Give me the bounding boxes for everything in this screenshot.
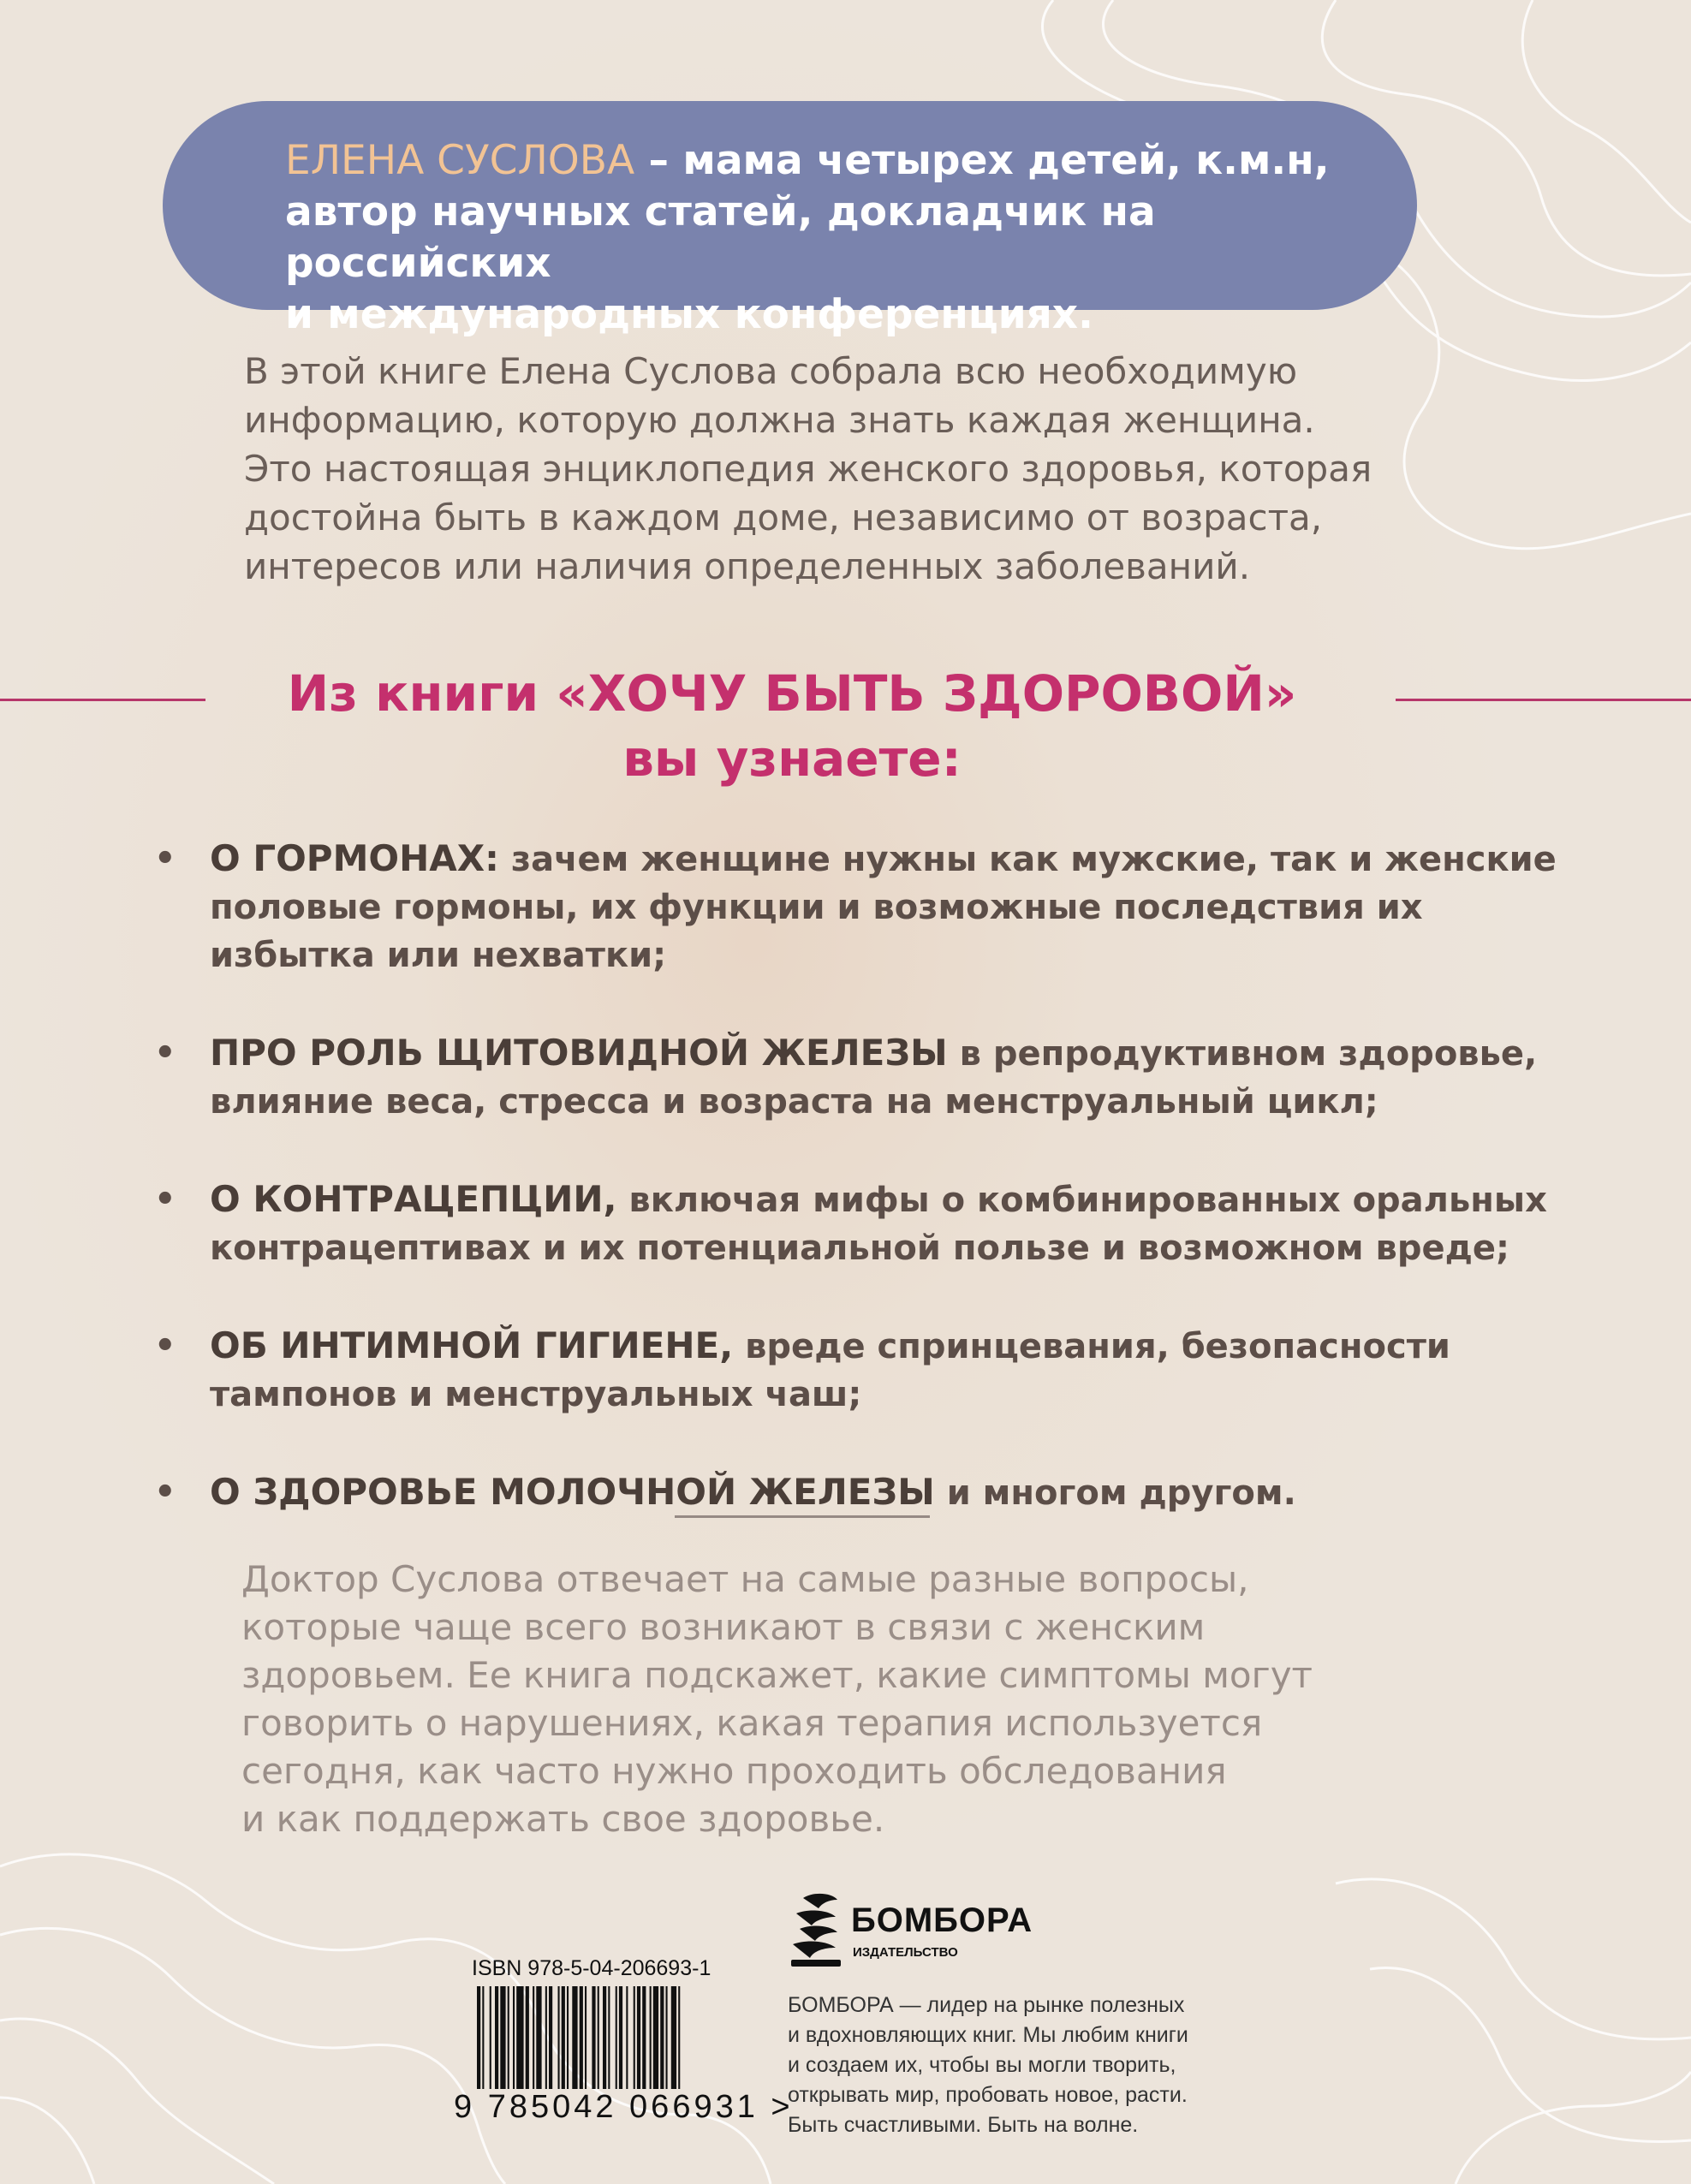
bullet-dot: • [154, 1180, 176, 1219]
bullet-dot: • [154, 1473, 176, 1512]
headline-rule-left [0, 699, 205, 701]
author-info-box [163, 101, 1417, 338]
isbn-label: ISBN 978-5-04-206693-1 [472, 1956, 712, 1980]
list-item: • ПРО РОЛЬ ЩИТОВИДНОЙ ЖЕЛЕЗЫ в репродуктивном здоровье, влияние веса, стресса и возраста на менструальный цикл; [154, 1029, 1558, 1126]
author-line-2: автор научных статей, докладчик на российских [285, 188, 1156, 287]
barcode-icon [473, 1986, 747, 2089]
outro-paragraph: Доктор Суслова отвечает на самые разные вопросы, которые чаще всего возникают в связи с женским здоровьем. Ее книга подскажет, какие симптомы могут говорить о нарушениях, какая терапия используется сегодня, как часто нужно проходить обследования и как поддержать свое здоровье. [241, 1558, 1313, 1840]
author-name: ЕЛЕНА СУСЛОВА [285, 137, 635, 184]
publisher-logo-subtitle: ИЗДАТЕЛЬСТВО [853, 1945, 958, 1960]
intro-paragraph: В этой книге Елена Суслова собрала всю необходимую информацию, которую должна знать каждая женщина. Это настоящая энциклопедия женского здоровья, которая достойна быть в каждом доме, независимо от возраста, интересов или наличия определенных заболеваний. [244, 350, 1372, 587]
bullet-dot: • [154, 1326, 176, 1366]
divider [675, 1515, 930, 1518]
author-info-text [285, 135, 1398, 341]
publisher-description: БОМБОРА — лидер на рынке полезных и вдохновляющих книг. Мы любим книги и создаем их, чтобы вы могли творить, открывать мир, пробовать новое, расти. Быть счастливыми. Быть на волне. [788, 1993, 1188, 2137]
benefits-list [154, 835, 1558, 1567]
section-headline: Из книги «ХОЧУ БЫТЬ ЗДОРОВОЙ» вы узнаете: [287, 664, 1297, 788]
barcode-digits: 9 785042 066931 > [454, 2089, 794, 2125]
headline-rule-right [1396, 699, 1691, 701]
author-line-3: и международных конференциях. [285, 291, 1093, 338]
bullet-dot: • [154, 1033, 176, 1073]
bullet-dot: • [154, 839, 176, 878]
publisher-logo-name: БОМБОРА [851, 1901, 1033, 1939]
list-item: • О КОНТРАЦЕПЦИИ, включая мифы о комбинированных оральных контрацептивах и их потенциальной пользе и возможном вреде; [154, 1175, 1558, 1272]
list-item: • О ГОРМОНАХ: зачем женщине нужны как мужские, так и женские половые гормоны, их функции и возможные последствия их избытка или нехватки; [154, 835, 1558, 979]
list-item: • ОБ ИНТИМНОЙ ГИГИЕНЕ, вреде спринцевания, безопасности тампонов и менструальных чаш; [154, 1322, 1558, 1419]
author-line-1: ЕЛЕНА СУСЛОВА – мама четырех детей, к.м.н, [285, 137, 1330, 184]
list-item: • О ЗДОРОВЬЕ МОЛОЧНОЙ ЖЕЛЕЗЫ и многом другом. [154, 1468, 1558, 1517]
